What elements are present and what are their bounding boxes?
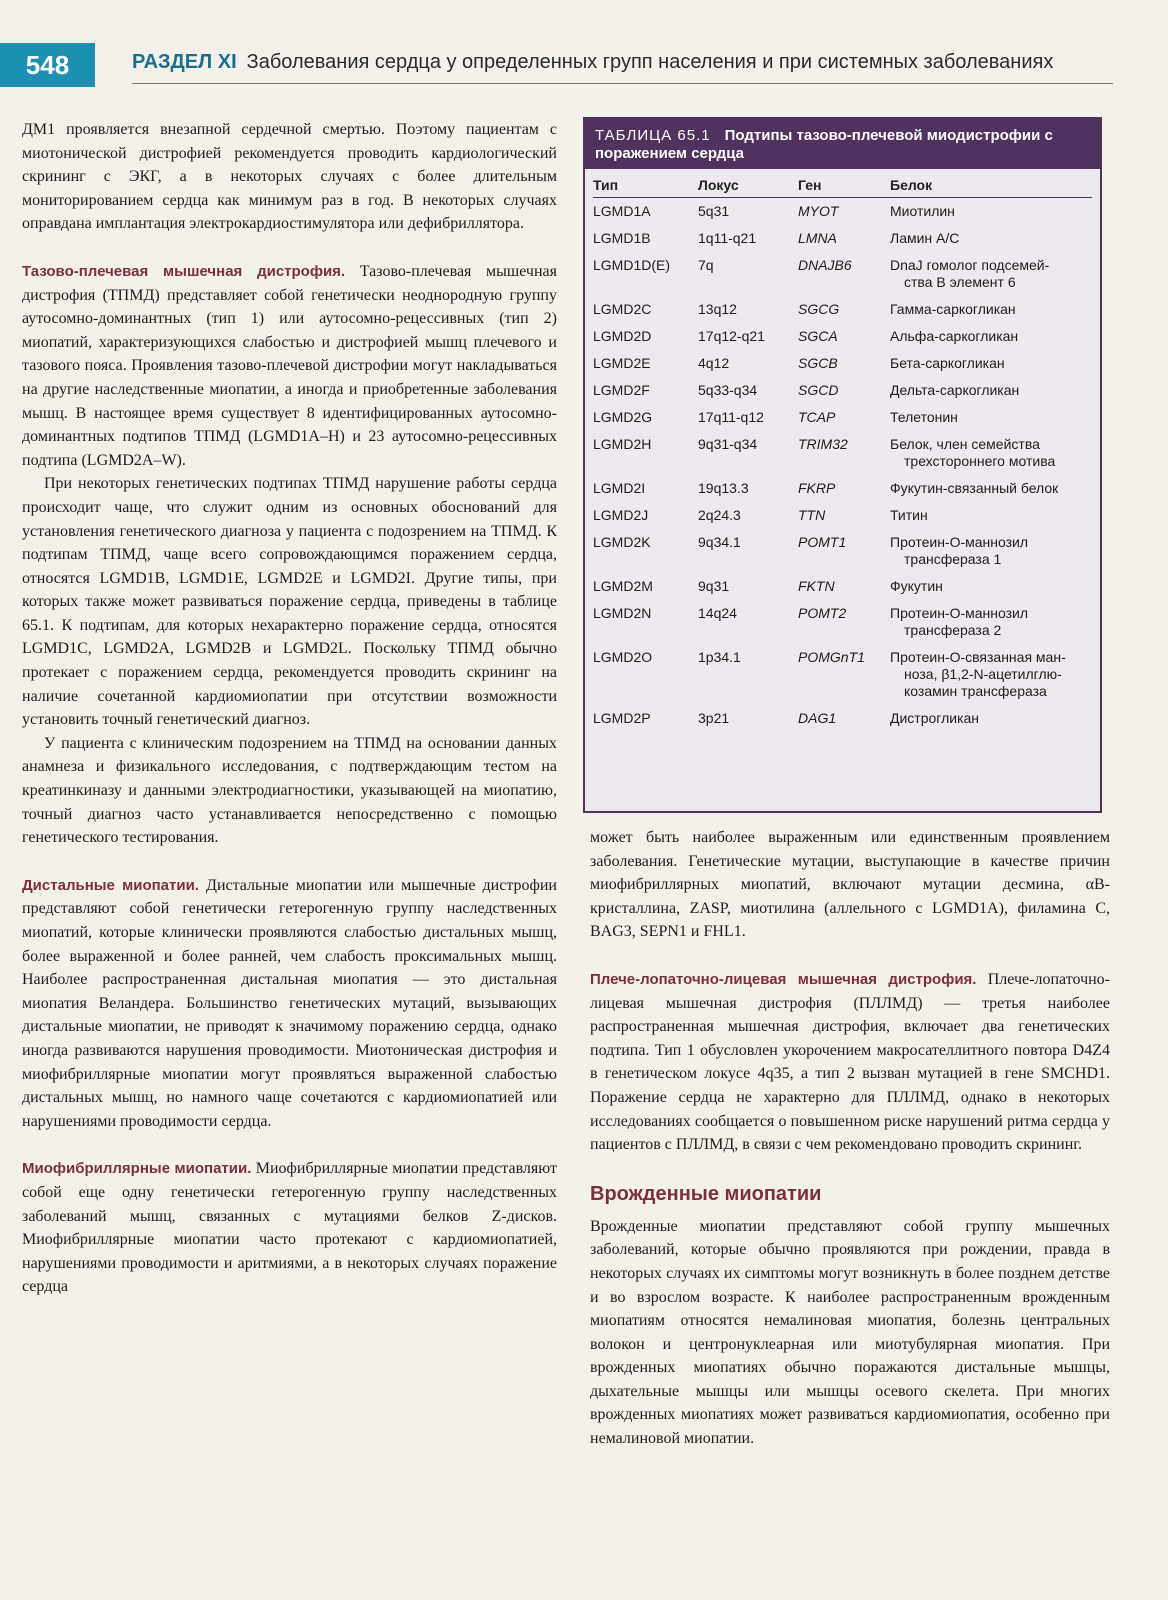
- cell-protein: [890, 382, 1092, 399]
- cell-type: LGMD2P: [593, 710, 651, 726]
- paragraph-congenital: Врожденные миопатии представляют собой группу мышечных заболеваний, которые обычно проявляются при рождении, правда в некоторых случаях их симптомы могут возникнуть в более позднем детстве и во взрослом возрасте. К наиболее распространенным врожденным миопатиям относятся немалиновая миопатия, болезнь центральных волокон и центронуклеарная или миотубулярная миопатия. При врожденных миопатиях обычно поражаются дистальные мышцы, дыхательные мышцы или мышцы осевого скелета. При многих врожденных миопатиях может развиваться кардиомиопатия, особенно при немалиновой миопатии.: [590, 1217, 1110, 1448]
- cell-protein: [890, 328, 1092, 345]
- paragraph-distal: [22, 874, 557, 1134]
- protein-line: Протеин-О-связанная ман-: [890, 649, 1066, 665]
- column-header-gene: Ген: [798, 177, 822, 193]
- table-row: [593, 431, 1092, 475]
- lgmd-text: Тазово-плечевая мышечная дистрофия (ТПМД) представляет собой генетически неоднородную группу аутосомно-доминантных (тип 1) или аутосомно-рецессивных (тип 2) миопатий, характеризующихся слабостью и дистрофией мышц плечевого и тазового пояса. Проявления тазово-плечевой дистрофии могут накладываться на другие наследственные миопатии, а иногда и приобретенные заболевания мышц. В настоящее время существует 8 идентифицированных аутосомно-доминантных подтипов ТПМД (LGMD1A–H) и 23 аутосомно-рецессивных подтипа (LGMD2A–W).: [22, 262, 557, 469]
- cell-protein: [890, 257, 1092, 291]
- distal-text: Дистальные миопатии или мышечные дистрофии представляют собой генетически гетерогенную группу наследственных миопатий, которые клинически проявляются слабостью дистальных мышц, более выраженной и более ранней, чем слабость проксимальных мышц. Наиболее распространенная дистальная миопатия — это дистальная миопатия Веландера. Большинство генетических мутаций, вызывающих дистальные миопатии, не приводят к значимому поражению сердца, однако иногда развиваются нарушения проводимости. Миотоническая дистрофия и миофибриллярные миопатии могут проявляться выраженной слабостью дистальных мышц, но намного чаще сочетаются с кардиомиопатией или нарушениями проводимости сердца.: [22, 876, 557, 1130]
- cell-type: LGMD2O: [593, 649, 653, 665]
- paragraph-lgmd-intro: [22, 260, 557, 472]
- cell-gene: TTN: [798, 507, 826, 523]
- cell-protein: [890, 203, 1092, 220]
- cell-locus: 14q24: [698, 605, 737, 621]
- protein-line-continued: трансфераза 1: [904, 551, 1002, 567]
- table-row: [593, 323, 1092, 350]
- cell-protein: [890, 230, 1092, 247]
- table-65-1: [583, 117, 1102, 813]
- cell-gene: FKTN: [798, 578, 835, 594]
- protein-line: Белок, член семейства: [890, 436, 1040, 452]
- table-row: [593, 404, 1092, 431]
- right-column: [590, 826, 1110, 1451]
- cell-locus: 9q31-q34: [698, 436, 758, 452]
- protein-line: Фукутин: [890, 578, 943, 594]
- table-row: [593, 350, 1092, 377]
- cell-type: LGMD2E: [593, 355, 651, 371]
- cell-gene: DNAJB6: [798, 257, 852, 273]
- cell-locus: 1p34.1: [698, 649, 741, 665]
- cell-type: LGMD2F: [593, 382, 650, 398]
- cell-protein: [890, 301, 1092, 318]
- cell-gene: POMT1: [798, 534, 847, 550]
- cell-gene: FKRP: [798, 480, 836, 496]
- column-header-type: Тип: [593, 177, 619, 193]
- cell-protein: [890, 480, 1092, 497]
- cell-locus: 9q31: [698, 578, 730, 594]
- cell-locus: 3p21: [698, 710, 730, 726]
- cell-type: LGMD2C: [593, 301, 652, 317]
- cell-protein: [890, 605, 1092, 639]
- header-rule: [132, 83, 1113, 84]
- heading-congenital: Врожденные миопатии: [590, 1182, 822, 1205]
- protein-line: Бета-саркогликан: [890, 355, 1005, 371]
- protein-line-continued: ноза, β1,2-N-ацетилглю-козамин трансфераза: [904, 666, 1062, 699]
- cell-gene: LMNA: [798, 230, 837, 246]
- cell-type: LGMD1B: [593, 230, 651, 246]
- table-row: [593, 502, 1092, 529]
- protein-line: Фукутин-связанный белок: [890, 480, 1059, 496]
- protein-line: Телетонин: [890, 409, 958, 425]
- cell-locus: 17q12-q21: [698, 328, 765, 344]
- cell-type: LGMD2D: [593, 328, 652, 344]
- cell-gene: TRIM32: [798, 436, 848, 452]
- table-row: [593, 377, 1092, 404]
- table-header-row: [593, 169, 1092, 198]
- cell-locus: 5q33-q34: [698, 382, 758, 398]
- section-title: [132, 48, 1053, 76]
- cell-gene: TCAP: [798, 409, 836, 425]
- cell-type: LGMD2M: [593, 578, 653, 594]
- cell-protein: [890, 436, 1092, 470]
- table-row: [593, 252, 1092, 296]
- cell-gene: MYOT: [798, 203, 839, 219]
- cell-gene: SGCD: [798, 382, 839, 398]
- cell-type: LGMD2J: [593, 507, 649, 523]
- protein-line-continued: трехстороннего мотива: [904, 453, 1056, 469]
- cell-gene: POMGnT1: [798, 649, 865, 665]
- heading-fshd: Плече-лопаточно-лицевая мышечная дистрофия.: [590, 970, 977, 988]
- paragraph-myofibrillar: [22, 1157, 557, 1299]
- cell-protein: [890, 409, 1092, 426]
- protein-line: Дистрогликан: [890, 710, 980, 726]
- cell-type: LGMD2G: [593, 409, 653, 425]
- protein-line: Альфа-саркогликан: [890, 328, 1019, 344]
- protein-line-continued: ства B элемент 6: [904, 274, 1016, 290]
- cell-protein: [890, 578, 1092, 595]
- paragraph-lgmd-diagnosis: У пациента с клиническим подозрением на ТПМД на основании данных анамнеза и физикального исследования, с подтверждающим тестом на креатинкиназу и данными электродиагностики, указывающей на миопатию, точный диагноз часто устанавливается непосредственно с помощью генетического тестирования.: [22, 734, 557, 847]
- fshd-text: Плече-лопаточно-лицевая мышечная дистрофия (ПЛЛМД) — третья наиболее распространенная мышечная дистрофия, включает два генетических подтипа. Тип 1 обусловлен укорочением макросателлитного повтора D4Z4 в генетическом локусе 4q35, а тип 2 вызван мутацией в гене SMCHD1. Поражение сердца не характерно для ПЛЛМД, однако в некоторых исследованиях сообщается о повышенном риске нарушений ритма сердца у пациентов с ПЛЛМД, в связи с чем рекомендовано проводить скрининг.: [590, 970, 1111, 1154]
- protein-line: Дельта-саркогликан: [890, 382, 1020, 398]
- section-name: Заболевания сердца у определенных групп населения и при системных заболеваниях: [246, 51, 1054, 73]
- table-number: ТАБЛИЦА 65.1: [595, 127, 711, 144]
- protein-line: Миотилин: [890, 203, 955, 219]
- cell-gene: POMT2: [798, 605, 847, 621]
- table-row: [593, 225, 1092, 252]
- cell-protein: [890, 710, 1092, 727]
- protein-line-continued: трансфераза 2: [904, 622, 1002, 638]
- protein-line: Протеин-О-маннозил: [890, 534, 1029, 550]
- heading-lgmd: Тазово-плечевая мышечная дистрофия.: [22, 262, 346, 280]
- paragraph-fshd: [590, 968, 1110, 1157]
- cell-type: LGMD2K: [593, 534, 651, 550]
- cell-protein: [890, 355, 1092, 372]
- section-label: РАЗДЕЛ XI: [132, 51, 237, 73]
- column-header-protein: Белок: [890, 177, 933, 193]
- protein-line: DnaJ гомолог подсемей-: [890, 257, 1050, 273]
- table-body: [585, 198, 1100, 732]
- table-row: [593, 573, 1092, 600]
- table-caption: [585, 119, 1100, 169]
- cell-type: LGMD1A: [593, 203, 651, 219]
- table-row: [593, 296, 1092, 323]
- paragraph-myofib-cont: может быть наиболее выраженным или единственным проявлением заболевания. Генетические мутации, выступающие в качестве причин миофибриллярных миопатий, включают мутации десмина, αB-кристаллина, ZASP, миотилина (аллельного с LGMD1A), филамина C, BAG3, SEPN1 и FHL1.: [590, 829, 1110, 941]
- protein-line: Титин: [890, 507, 928, 523]
- table-row: [593, 475, 1092, 502]
- cell-protein: [890, 507, 1092, 524]
- cell-protein: [890, 534, 1092, 568]
- paragraph-dm1: ДМ1 проявляется внезапной сердечной смертью. Поэтому пациентам с миотонической дистрофией рекомендуется проводить кардиологический скрининг с ЭКГ, а в некоторых случаях с более длительным мониторированием сердца как минимум раз в год. В некоторых случаях оправдана имплантация электрокардиостимулятора или дефибриллятора.: [22, 121, 557, 233]
- table-row: [593, 644, 1092, 705]
- heading-distal: Дистальные миопатии.: [22, 876, 199, 894]
- cell-locus: 2q24.3: [698, 507, 741, 523]
- protein-line: Ламин A/C: [890, 230, 960, 246]
- cell-locus: 13q12: [698, 301, 737, 317]
- table-row: [593, 600, 1092, 644]
- protein-line: Гамма-саркогликан: [890, 301, 1016, 317]
- cell-locus: 5q31: [698, 203, 730, 219]
- paragraph-lgmd-cardiac: При некоторых генетических подтипах ТПМД нарушение работы сердца происходит чаще, что служит одним из основных обоснований для установления генетического диагноза у пациента с подозрением на ТПМД. К подтипам ТПМД, чаще всего сопровождающимся поражением сердца, относятся LGMD1B, LGMD1E, LGMD2E и LGMD2I. Другие типы, при которых также может развиваться поражение сердца, приведены в таблице 65.1. К подтипам, для которых нехарактерно поражение сердца, относятся LGMD1C, LGMD2A, LGMD2B и LGMD2L. Поскольку ТПМД обычно протекает с поражением сердца, рекомендуется проводить скрининг на наличие сочетанной кардиомиопатии при отсутствии возможности установить точный генетический диагноз.: [22, 475, 557, 729]
- table-title: Подтипы тазово-плечевой миодистрофии с поражением сердца: [595, 127, 1053, 162]
- left-column: [22, 118, 557, 1299]
- cell-locus: 4q12: [698, 355, 730, 371]
- table-row: [593, 198, 1092, 225]
- protein-line: Протеин-О-маннозил: [890, 605, 1029, 621]
- cell-gene: SGCG: [798, 301, 840, 317]
- cell-type: LGMD2I: [593, 480, 646, 496]
- cell-locus: 7q: [698, 257, 714, 273]
- cell-protein: [890, 649, 1092, 700]
- cell-type: LGMD2N: [593, 605, 652, 621]
- cell-gene: DAG1: [798, 710, 837, 726]
- cell-locus: 19q13.3: [698, 480, 749, 496]
- cell-locus: 17q11-q12: [698, 409, 764, 425]
- table-row: [593, 705, 1092, 732]
- cell-type: LGMD2H: [593, 436, 652, 452]
- cell-gene: SGCB: [798, 355, 838, 371]
- column-header-locus: Локус: [698, 177, 739, 193]
- cell-gene: SGCA: [798, 328, 838, 344]
- page-number: 548: [0, 43, 95, 87]
- cell-locus: 9q34.1: [698, 534, 741, 550]
- table-row: [593, 529, 1092, 573]
- heading-myofibrillar: Миофибриллярные миопатии.: [22, 1160, 252, 1178]
- cell-type: LGMD1D(E): [593, 257, 671, 273]
- running-header: [0, 40, 1168, 90]
- cell-locus: 1q11-q21: [698, 230, 757, 246]
- myofibrillar-text: Миофибриллярные миопатии представляют собой еще одну генетически гетерогенную группу наследственных заболеваний мышц, связанных с мутациями белков Z-дисков. Миофибриллярные миопатии часто протекают с кардиомиопатией, нарушениями проводимости и аритмиями, а в некоторых случаях поражение сердца: [22, 1160, 557, 1296]
